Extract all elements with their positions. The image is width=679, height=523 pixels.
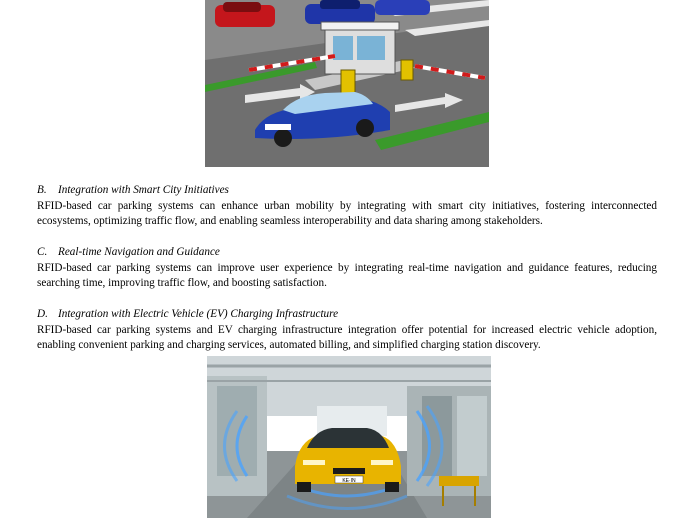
section-paragraph: RFID-based car parking systems can improve user experience by integrating real-time navigation and guidance features, reducing searching time, improving traffic flow, and boosting satisfaction. <box>37 261 657 289</box>
section-number: B. <box>37 184 47 196</box>
section-c <box>37 245 657 292</box>
section-number: C. <box>37 246 48 258</box>
ev-factory-photo <box>207 356 491 518</box>
license-plate: KE·IN <box>342 478 356 484</box>
section-title: Integration with Electric Vehicle (EV) Charging Infrastructure <box>58 308 339 320</box>
section-heading <box>37 245 657 261</box>
section-b <box>37 183 657 230</box>
section-paragraph: RFID-based car parking systems can enhance urban mobility by integrating with smart city initiatives, fostering interconnected ecosystems, optimizing traffic flow, and enabling seamless interoperability and data sharing among stakeholders. <box>37 199 657 227</box>
section-title: Integration with Smart City Initiatives <box>58 184 229 196</box>
section-heading <box>37 307 657 323</box>
section-title: Real-time Navigation and Guidance <box>58 246 220 258</box>
section-number: D. <box>37 308 48 320</box>
section-paragraph: RFID-based car parking systems and EV charging infrastructure integration offer potential for increased electric vehicle adoption, enabling convenient parking and charging services, automated billing, and simplified charging station discovery. <box>37 323 657 351</box>
parking-gate-illustration <box>205 0 489 167</box>
section-d <box>37 307 657 354</box>
section-heading <box>37 183 657 199</box>
